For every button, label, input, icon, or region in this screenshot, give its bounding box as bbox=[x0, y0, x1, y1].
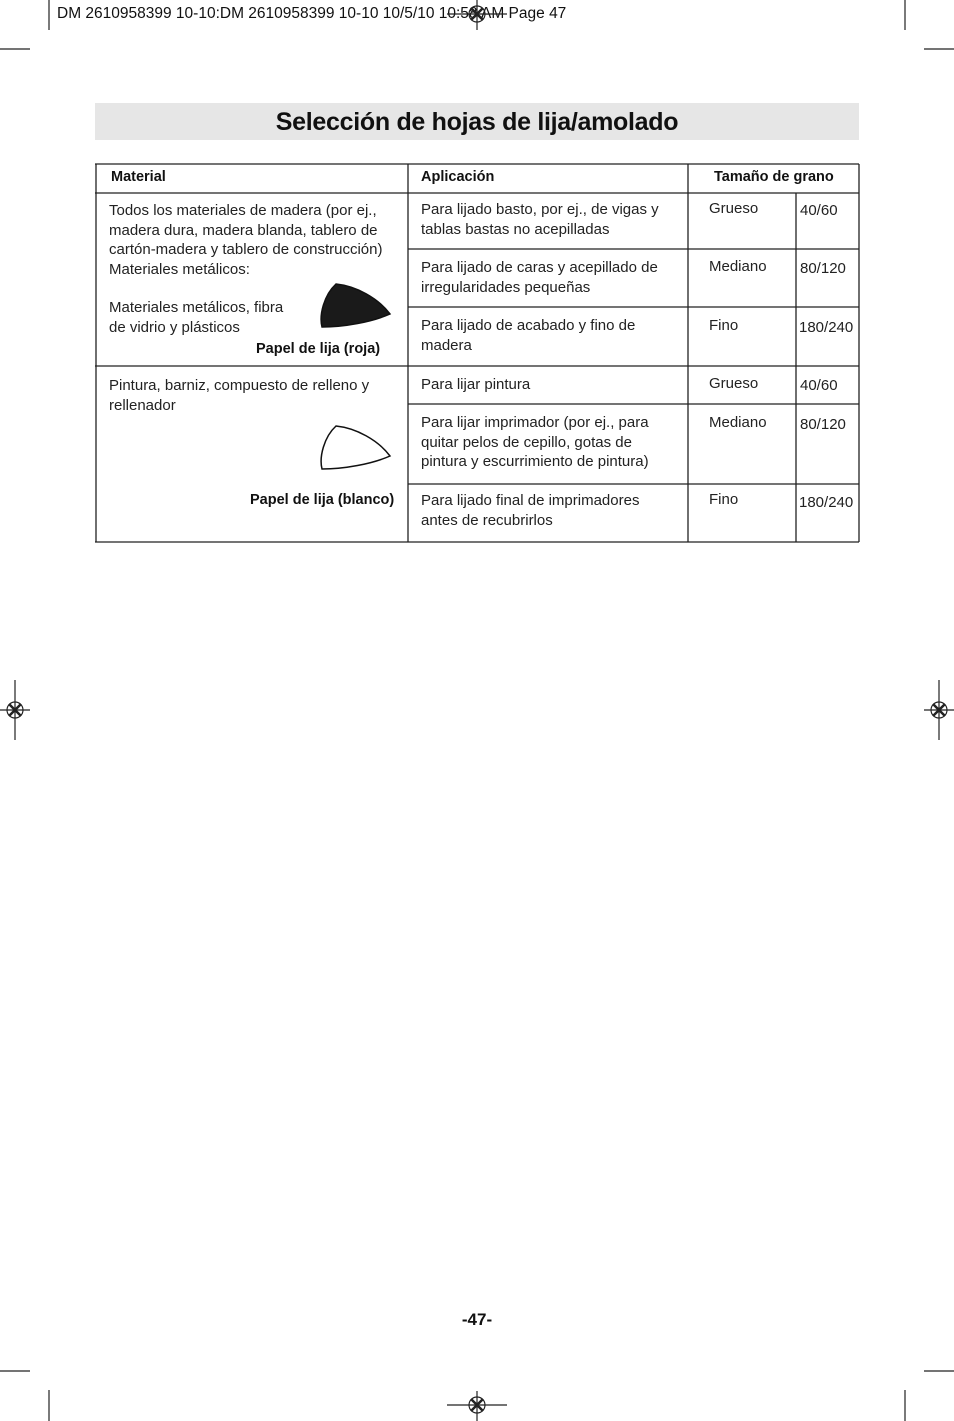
application-text: quitar pelos de cepillo, gotas de bbox=[421, 433, 632, 451]
table-row bbox=[421, 375, 530, 395]
application-text: Para lijar pintura bbox=[421, 376, 531, 393]
header-application: Aplicación bbox=[421, 169, 495, 185]
material-line: Materiales metálicos: bbox=[109, 260, 250, 278]
material-paint-varnish-filler bbox=[109, 376, 369, 415]
material-line: de vidrio y plásticos bbox=[109, 318, 240, 336]
grit-value: 180/240 bbox=[799, 494, 854, 511]
application-text: Para lijado de caras y acepillado de bbox=[421, 259, 658, 276]
application-text: Para lijar imprimador (por ej., para bbox=[421, 414, 649, 431]
material-line: rellenador bbox=[109, 396, 176, 414]
application-text: Para lijado de acabado y fino de bbox=[421, 317, 636, 334]
material-line: cartón-madera y tablero de construcción) bbox=[109, 241, 383, 258]
material-metal-fiberglass-plastic bbox=[109, 298, 283, 337]
page-number: -47- bbox=[461, 1310, 493, 1329]
application-text: tablas bastas no acepilladas bbox=[421, 220, 610, 238]
grit-value: 80/120 bbox=[800, 416, 846, 433]
grit-value: 180/240 bbox=[799, 319, 854, 336]
grit-grade: Mediano bbox=[709, 258, 767, 275]
print-slug: DM 2610958399 10-10:DM 2610958399 10-10 10/5/10 10:58 AM Page 47 bbox=[57, 5, 567, 22]
page-title: Selección de hojas de lija/amolado bbox=[275, 108, 679, 136]
application-text: antes de recubrirlos bbox=[421, 511, 553, 529]
material-line: madera dura, madera blanda, tablero de bbox=[109, 221, 378, 239]
table-row bbox=[421, 413, 649, 472]
application-text: madera bbox=[421, 336, 472, 354]
application-text: pintura y escurrimiento de pintura) bbox=[421, 453, 649, 470]
application-text: Para lijado basto, por ej., de vigas y bbox=[421, 201, 659, 218]
white-sanding-sheet-icon bbox=[316, 422, 394, 472]
grit-grade: Mediano bbox=[709, 414, 767, 431]
table-row bbox=[421, 316, 635, 355]
application-text: irregularidades pequeñas bbox=[421, 278, 591, 296]
grit-grade: Fino bbox=[709, 491, 739, 508]
grit-value: 80/120 bbox=[800, 260, 846, 277]
red-sanding-paper-label: Papel de lija (roja) bbox=[256, 341, 381, 357]
white-sanding-paper-label: Papel de lija (blanco) bbox=[250, 492, 395, 508]
grit-value: 40/60 bbox=[800, 202, 838, 219]
material-wood-metal bbox=[109, 201, 382, 279]
red-sanding-sheet-icon bbox=[316, 280, 394, 330]
table-row bbox=[421, 200, 659, 239]
grit-value: 40/60 bbox=[800, 377, 838, 394]
table-row bbox=[421, 491, 639, 530]
grit-grade: Grueso bbox=[709, 200, 759, 217]
grit-grade: Grueso bbox=[709, 375, 759, 392]
header-grit-size: Tamaño de grano bbox=[714, 169, 834, 185]
grit-grade: Fino bbox=[709, 317, 739, 334]
header-material: Material bbox=[111, 169, 166, 185]
material-line: Materiales metálicos, fibra bbox=[109, 299, 284, 316]
application-text: Para lijado final de imprimadores bbox=[421, 492, 640, 509]
table-row bbox=[421, 258, 658, 297]
material-line: Todos los materiales de madera (por ej., bbox=[109, 202, 377, 219]
material-line: Pintura, barniz, compuesto de relleno y bbox=[109, 377, 370, 394]
